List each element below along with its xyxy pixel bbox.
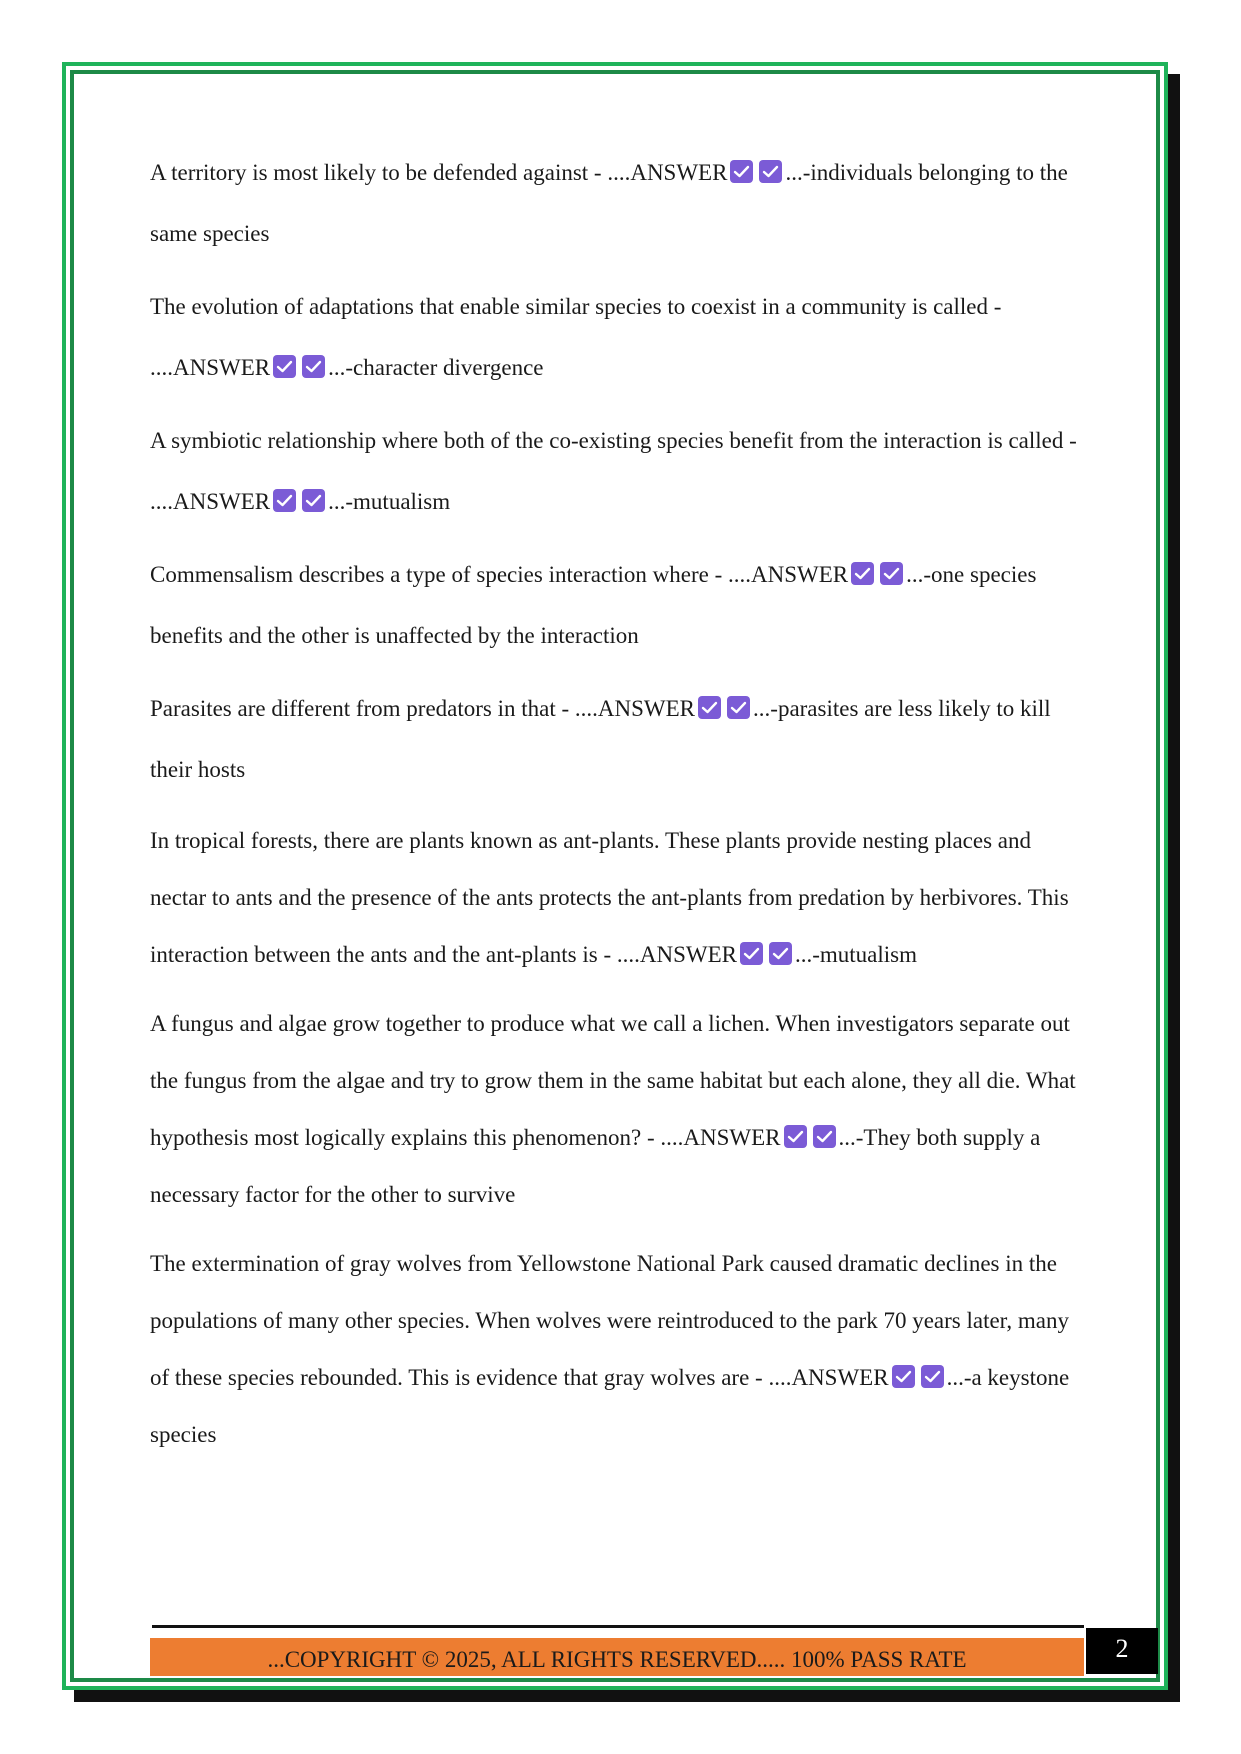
answer-text: ...-a keystone species [150,1365,1070,1447]
question-text: A fungus and algae grow together to produce what we call a lichen. When investigators separate out the fungus from the algae and try to grow them in the same habitat but each alone, they all die. What hypothesis most logically explains this phenomenon? - ....ANSWER [150,1011,1076,1150]
qa-item [150,995,1090,1223]
answer-text: ...-character divergence [328,355,544,380]
page-number: 2 [1086,1628,1158,1674]
question-text: A territory is most likely to be defended against - ....ANSWER [150,160,728,185]
checkmark-box-icon [740,942,763,965]
question-text: Commensalism describes a type of species interaction where - ....ANSWER [150,562,849,587]
checkmark-box-icon [730,160,753,183]
checkmark-box-icon [273,355,296,378]
checkmark-box-icon [302,355,325,378]
checkmark-box-icon [880,562,903,585]
qa-item [150,142,1090,264]
qa-item [150,544,1090,666]
answer-text: ...-mutualism [794,942,918,967]
answer-text: ...-individuals belonging to the same species [150,160,1068,246]
checkmark-box-icon [813,1125,836,1148]
checkmark-box-icon [759,160,782,183]
question-text: In tropical forests, there are plants known as ant-plants. These plants provide nesting places and nectar to ants and the presence of the ants protects the ant-plants from predation by herbivores. This interaction between the ants and the ant-plants is - ....ANSWER [150,828,1069,967]
answer-text: ...-mutualism [328,489,451,514]
answer-text: ...-one species benefits and the other is unaffected by the interaction [150,562,1037,648]
qa-item [150,812,1090,983]
answer-text: ...-They both supply a necessary factor for the other to survive [150,1125,1041,1207]
checkmark-box-icon [302,489,325,512]
checkmark-box-icon [921,1365,944,1388]
footer-copyright: ...COPYRIGHT © 2025, ALL RIGHTS RESERVED..... 100% PASS RATE [150,1638,1084,1676]
question-text: The extermination of gray wolves from Yellowstone National Park caused dramatic declines in the populations of many other species. When wolves were reintroduced to the park 70 years later, many of these species rebounded. This is evidence that gray wolves are - ....ANSWER [150,1251,1070,1390]
checkmark-box-icon [769,942,792,965]
footer-divider [152,1625,1084,1628]
answer-text: ...-parasites are less likely to kill their hosts [150,696,1051,782]
qa-item [150,276,1090,398]
checkmark-box-icon [851,562,874,585]
checkmark-box-icon [273,489,296,512]
checkmark-box-icon [727,696,750,719]
question-text: The evolution of adaptations that enable similar species to coexist in a community is called - ....ANSWER [150,294,1002,380]
checkmark-box-icon [784,1125,807,1148]
checkmark-box-icon [892,1365,915,1388]
question-text: Parasites are different from predators in that - ....ANSWER [150,696,696,721]
qa-item [150,1235,1090,1463]
qa-item [150,678,1090,800]
question-text: A symbiotic relationship where both of the co-existing species benefit from the interaction is called - ....ANSWER [150,428,1077,514]
document-body [150,142,1090,1475]
checkmark-box-icon [698,696,721,719]
qa-item [150,410,1090,532]
